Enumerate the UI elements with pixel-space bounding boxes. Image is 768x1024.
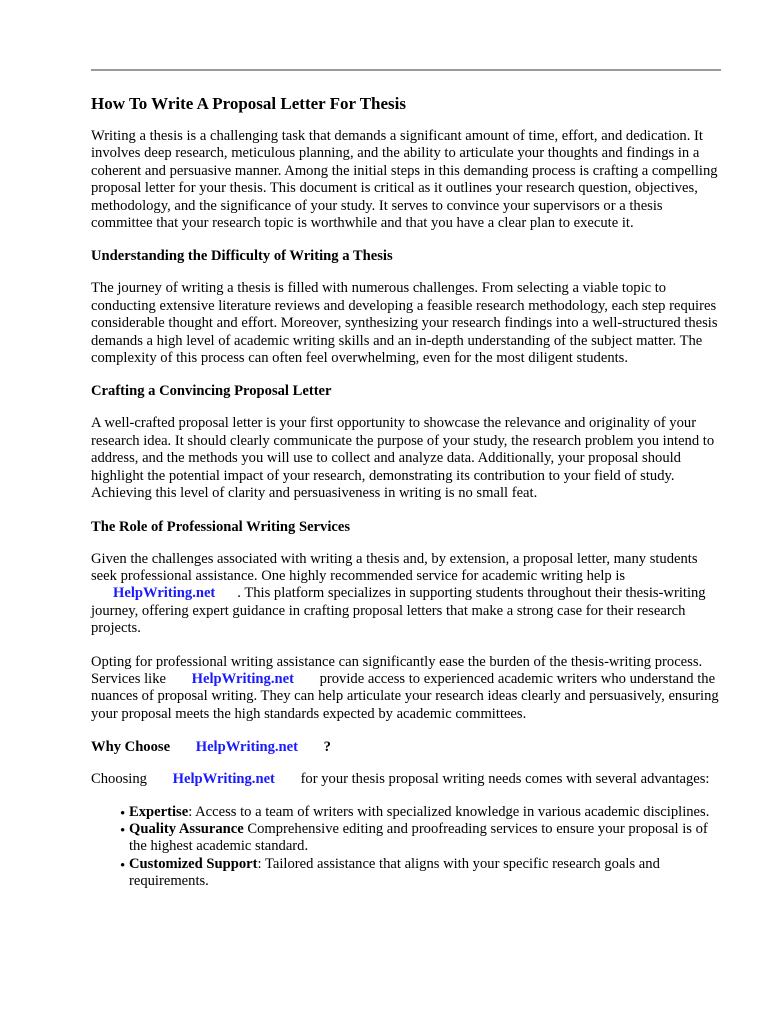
services-p1-text-before: Given the challenges associated with writing a thesis and, by extension, a proposal letter, many students seek professional assistance. One highly recommended service for academic writing help is — [91, 550, 698, 584]
helpwriting-link-3[interactable]: HelpWriting.net — [195, 739, 299, 756]
services-p2-text-after: provide access to experienced academic writers who understand the nuances of proposal writing. They can help articulate your research ideas clearly and persuasively, ensuring your proposal meets the high standards expected by academic committees. — [91, 670, 719, 722]
helpwriting-link-4[interactable]: HelpWriting.net — [172, 771, 275, 788]
why-heading-before: Why Choose — [91, 739, 171, 756]
crafting-paragraph: A well-crafted proposal letter is your first opportunity to showcase the relevance and originality of your research idea. It should clearly communicate the purpose of your study, the research problem you intend to address, and the methods you will use to collect and analyze data. Additionally, your proposal should highlight the potential impact of your research, demonstrating its contribution to your field of study. Achieving this level of clarity and persuasiveness in writing is no small feat. — [91, 415, 715, 502]
advantage-text: Access to a team of writers with specialized knowledge in various academic disciplines. — [192, 803, 710, 820]
services-paragraph-2 — [91, 654, 723, 724]
advantages-list — [120, 803, 723, 891]
advantage-sep: : — [257, 855, 262, 872]
services-p2-text-before: Opting for professional writing assistance can significantly ease the burden of the thesis-writing process. Services like — [91, 653, 703, 687]
list-item — [120, 855, 723, 891]
advantage-sep: : — [188, 803, 193, 820]
advantage-text: Comprehensive editing and proofreading services to ensure your proposal is of the highest academic standard. — [129, 820, 708, 855]
helpwriting-link-1[interactable]: HelpWriting.net — [113, 585, 216, 602]
advantage-text: Tailored assistance that aligns with your specific research goals and requirements. — [129, 855, 660, 890]
list-item — [120, 820, 723, 856]
why-intro-before: Choosing — [91, 771, 147, 788]
advantage-label: Quality Assurance — [129, 820, 244, 837]
list-item — [120, 803, 723, 822]
intro-paragraph: Writing a thesis is a challenging task that demands a significant amount of time, effort, and dedication. It involves deep research, meticulous planning, and the ability to articulate your thoughts and findings in a coherent and persuasive manner. Among the initial steps in this demanding process is crafting a compelling proposal letter for your thesis. This document is critical as it outlines your research question, objectives, methodology, and the significance of your study. It serves to convince your supervisors or a thesis committee that your research topic is worthwhile and that you have a clear plan to execute it. — [91, 128, 718, 232]
bullet-icon: • — [120, 822, 126, 839]
advantage-label: Expertise — [129, 803, 189, 820]
bullet-icon: • — [120, 805, 126, 822]
why-intro-paragraph — [91, 771, 723, 788]
heading-crafting: Crafting a Convincing Proposal Letter — [91, 383, 332, 400]
bullet-icon: • — [120, 857, 126, 874]
why-intro-after: for your thesis proposal writing needs comes with several advantages: — [300, 771, 710, 788]
heading-services: The Role of Professional Writing Services — [91, 518, 351, 535]
why-heading-after: ? — [323, 739, 331, 756]
document-content — [91, 91, 723, 891]
heading-why-choose — [91, 738, 723, 756]
heading-difficulty: Understanding the Difficulty of Writing a Thesis — [91, 248, 393, 265]
advantage-label: Customized Support — [129, 855, 258, 872]
services-p1-text-after: . This platform specializes in supporting students throughout their thesis-writing journey, offering expert guidance in crafting proposal letters that make a strong case for their research projects. — [91, 585, 706, 637]
helpwriting-link-2[interactable]: HelpWriting.net — [191, 670, 294, 687]
difficulty-paragraph: The journey of writing a thesis is filled with numerous challenges. From selecting a viable topic to conducting extensive literature reviews and developing a feasible research methodology, each step requires considerable thought and effort. Moreover, synthesizing your research findings into a well-structured thesis demands a high level of academic writing skills and an in-depth understanding of the subject matter. The complexity of this process can often feel overwhelming, even for the most diligent students. — [91, 280, 718, 367]
page-title: How To Write A Proposal Letter For Thesis — [91, 94, 406, 113]
top-divider — [91, 69, 721, 71]
services-paragraph-1 — [91, 551, 723, 638]
